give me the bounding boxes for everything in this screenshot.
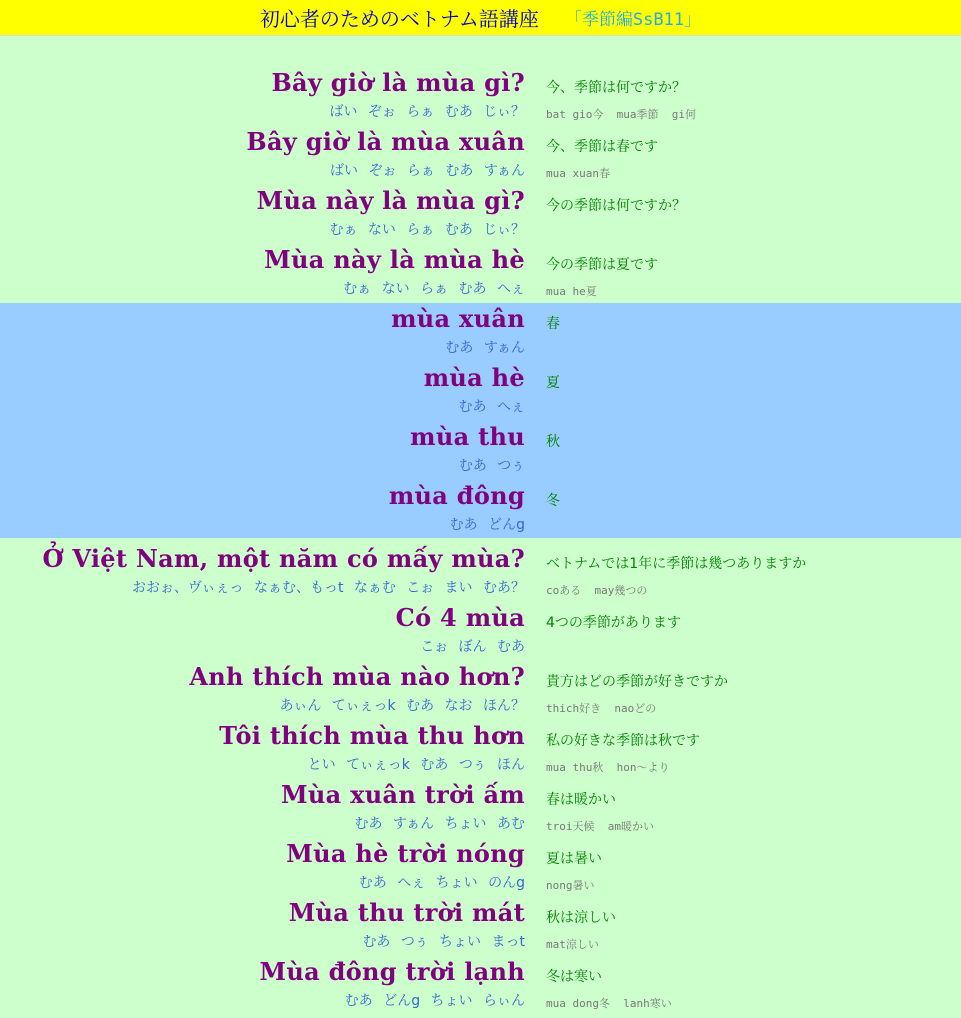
kana-reading: ばい ぞぉ らぁ むあ すぁん	[330, 163, 525, 179]
japanese-translation: 春は暖かい	[546, 792, 616, 808]
phrase-row	[0, 361, 961, 420]
phrase-row	[0, 955, 961, 1014]
word-notes: mua dong冬 lanh寒い	[546, 997, 672, 1010]
vietnamese-phrase: Mùa xuân trời ấm	[281, 780, 525, 809]
word-notes: mua he夏	[546, 285, 597, 298]
vietnamese-phrase: mùa thu	[410, 422, 525, 451]
kana-reading: むあ どんg	[449, 517, 525, 533]
kana-reading: むあ つぅ	[458, 458, 525, 474]
phrase-row	[0, 542, 961, 601]
japanese-translation: 秋は涼しい	[546, 910, 616, 926]
vietnamese-phrase: Mùa này là mùa hè	[264, 245, 525, 274]
vietnamese-phrase: Bây giờ là mùa xuân	[246, 127, 525, 156]
kana-reading: ばい ぞぉ らぁ むあ じぃ？	[329, 104, 525, 120]
japanese-translation: ベトナムでは1年に季節は幾つありますか	[546, 556, 807, 572]
word-notes: bat gio今 mua季節 gi何	[546, 108, 696, 121]
japanese-translation: 夏	[546, 375, 560, 391]
phrase-row	[0, 660, 961, 719]
vietnamese-phrase: Anh thích mùa nào hơn?	[189, 662, 525, 691]
phrase-row	[0, 896, 961, 955]
japanese-translation: 4つの季節があります	[546, 615, 681, 631]
japanese-translation: 夏は暑い	[546, 851, 602, 867]
page-subtitle: 「季節編SsB11」	[564, 10, 702, 30]
vietnamese-phrase: mùa hè	[423, 363, 525, 392]
phrase-row	[0, 302, 961, 361]
phrase-row	[0, 125, 961, 184]
phrase-row	[0, 243, 961, 302]
word-notes: thich好き naoどの	[546, 702, 657, 715]
vietnamese-phrase: Mùa hè trời nóng	[286, 839, 525, 868]
vietnamese-phrase: mùa xuân	[391, 304, 525, 333]
kana-reading: むあ へぇ	[458, 399, 525, 415]
kana-reading: とい てぃぇっk むあ つぅ ほん	[307, 757, 525, 773]
phrase-row	[0, 184, 961, 243]
phrase-row	[0, 837, 961, 896]
vietnamese-phrase: Bây giờ là mùa gì?	[271, 68, 525, 97]
kana-reading: こぉ ぼん むあ	[420, 639, 525, 655]
japanese-translation: 春	[546, 316, 560, 332]
vietnamese-phrase: Ở Việt Nam, một năm có mấy mùa?	[42, 544, 525, 573]
vietnamese-phrase: mùa đông	[388, 481, 525, 510]
kana-reading: むあ どんg ちょい らぃん	[344, 993, 525, 1009]
phrase-row	[0, 420, 961, 479]
japanese-translation: 冬	[546, 493, 560, 509]
kana-reading: むあ すぁん	[445, 340, 525, 356]
word-notes: mua xuan春	[546, 167, 610, 180]
header-bar	[0, 0, 961, 36]
japanese-translation: 私の好きな季節は秋です	[546, 733, 700, 749]
phrase-row	[0, 479, 961, 538]
word-notes: mua thu秋 hon～より	[546, 761, 670, 774]
japanese-translation: 今、季節は何ですか？	[546, 80, 686, 96]
phrase-row	[0, 601, 961, 660]
vietnamese-phrase: Có 4 mùa	[395, 603, 525, 632]
japanese-translation: 今、季節は春です	[546, 139, 658, 155]
japanese-translation: 今の季節は何ですか？	[546, 198, 686, 214]
vietnamese-phrase: Mùa này là mùa gì?	[256, 186, 525, 215]
vietnamese-phrase: Tôi thích mùa thu hơn	[219, 721, 525, 750]
phrase-row	[0, 66, 961, 125]
phrase-row	[0, 778, 961, 837]
japanese-translation: 冬は寒い	[546, 969, 602, 985]
kana-reading: おおぉ、ヴぃぇっ なぁむ、もっt なぁむ こぉ まい むあ？	[131, 580, 525, 596]
kana-reading: むあ すぁん ちょい あむ	[354, 816, 525, 832]
word-notes: nong暑い	[546, 879, 595, 892]
japanese-translation: 今の季節は夏です	[546, 257, 658, 273]
page-title: 初心者のためのベトナム語講座	[259, 7, 539, 31]
japanese-translation: 貴方はどの季節が好きですか	[546, 674, 728, 690]
vietnamese-phrase: Mùa thu trời mát	[288, 898, 525, 927]
word-notes: mat涼しい	[546, 938, 599, 951]
kana-reading: むあ へぇ ちょい のんg	[358, 875, 525, 891]
kana-reading: むあ つぅ ちょい まっt	[362, 934, 525, 950]
kana-reading: むぁ ない らぁ むあ へぇ	[343, 281, 525, 297]
phrase-row	[0, 719, 961, 778]
vietnamese-phrase: Mùa đông trời lạnh	[259, 957, 525, 986]
word-notes: troi天候 am暖かい	[546, 820, 654, 833]
kana-reading: むぁ ない らぁ むあ じぃ？	[329, 222, 525, 238]
japanese-translation: 秋	[546, 434, 560, 450]
kana-reading: あぃん てぃぇっk むあ なお ほん？	[279, 698, 525, 714]
word-notes: coある may幾つの	[546, 584, 648, 597]
